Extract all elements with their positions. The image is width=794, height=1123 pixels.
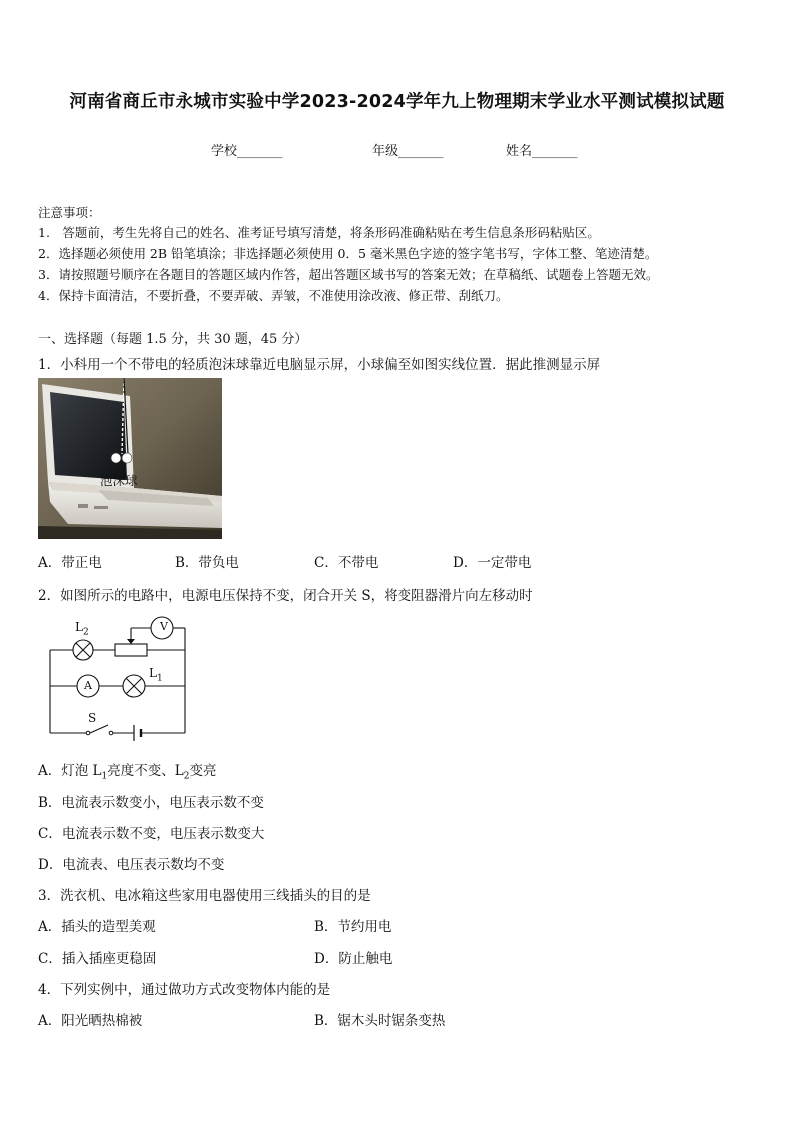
- question-2-stem: 2．如图所示的电路中，电源电压保持不变，闭合开关 S，将变阻器滑片向左移动时: [38, 588, 533, 604]
- circuit-diagram: [40, 612, 200, 744]
- name-field: 姓名_______: [506, 144, 578, 159]
- label-l1: $L_1$: [149, 666, 163, 684]
- school-field: 学校_______: [211, 144, 283, 159]
- question-4-stem: 4．下列实例中，通过做功方式改变物体内能的是: [38, 982, 331, 998]
- q4-option-b: B．锯木头时锯条变热: [314, 1013, 446, 1029]
- notes-item: 4．保持卡面清洁，不要折叠，不要弄破、弄皱，不准使用涂改液、修正带、刮纸刀。: [38, 288, 509, 303]
- switch-label: S: [88, 711, 97, 725]
- ammeter-label: A: [84, 679, 92, 692]
- q1-option-a: A．带正电: [38, 555, 102, 571]
- question-1-stem: 1．小科用一个不带电的轻质泡沫球靠近电脑显示屏，小球偏至如图实线位置．据此推测显示屏: [38, 357, 601, 373]
- page-title: 河南省商丘市永城市实验中学2023-2024学年九上物理期末学业水平测试模拟试题: [69, 92, 725, 112]
- laptop-photo: [38, 378, 222, 539]
- q1-option-b: B．带负电: [175, 555, 239, 571]
- q2-option-a: A．灯泡 $L_1$亮度不变、$L_2$变亮: [38, 763, 217, 782]
- q2-option-d: D．电流表、电压表示数均不变: [38, 857, 225, 873]
- label-l2: $L_2$: [75, 620, 89, 638]
- notes-item: 2．选择题必须使用 2B 铅笔填涂；非选择题必须使用 0．5 毫米黑色字迹的签字笔书写，字体工整、笔迹清楚。: [38, 246, 658, 261]
- foam-ball-label: 泡沫球: [100, 473, 138, 488]
- q2-option-c: C．电流表示数不变，电压表示数变大: [38, 826, 265, 842]
- q3-option-b: B．节约用电: [314, 919, 392, 935]
- q4-option-a: A．阳光晒热棉被: [38, 1013, 143, 1029]
- notes-item: 1. 答题前，考生先将自己的姓名、准考证号填写清楚，将条形码准确粘贴在考生信息条形码粘贴区。: [38, 225, 600, 240]
- laptop-illustration: [38, 378, 222, 539]
- q1-option-c: C．不带电: [314, 555, 379, 571]
- q3-option-a: A．插头的造型美观: [38, 919, 156, 935]
- q1-option-d: D．一定带电: [453, 555, 532, 571]
- q3-option-c: C．插入插座更稳固: [38, 951, 157, 967]
- section-heading: 一、选择题（每题 1.5 分，共 30 题，45 分）: [38, 332, 308, 347]
- notes-item: 3．请按照题号顺序在各题目的答题区域内作答，超出答题区域书写的答案无效；在草稿纸、试题卷上答题无效。: [38, 267, 659, 282]
- question-3-stem: 3．洗衣机、电冰箱这些家用电器使用三线插头的目的是: [38, 888, 371, 904]
- q2-option-b: B．电流表示数变小，电压表示数不变: [38, 795, 264, 811]
- q3-option-d: D．防止触电: [314, 951, 393, 967]
- notes-heading: 注意事项：: [38, 205, 101, 220]
- grade-field: 年级_______: [372, 144, 444, 159]
- voltmeter-label: V: [160, 620, 168, 633]
